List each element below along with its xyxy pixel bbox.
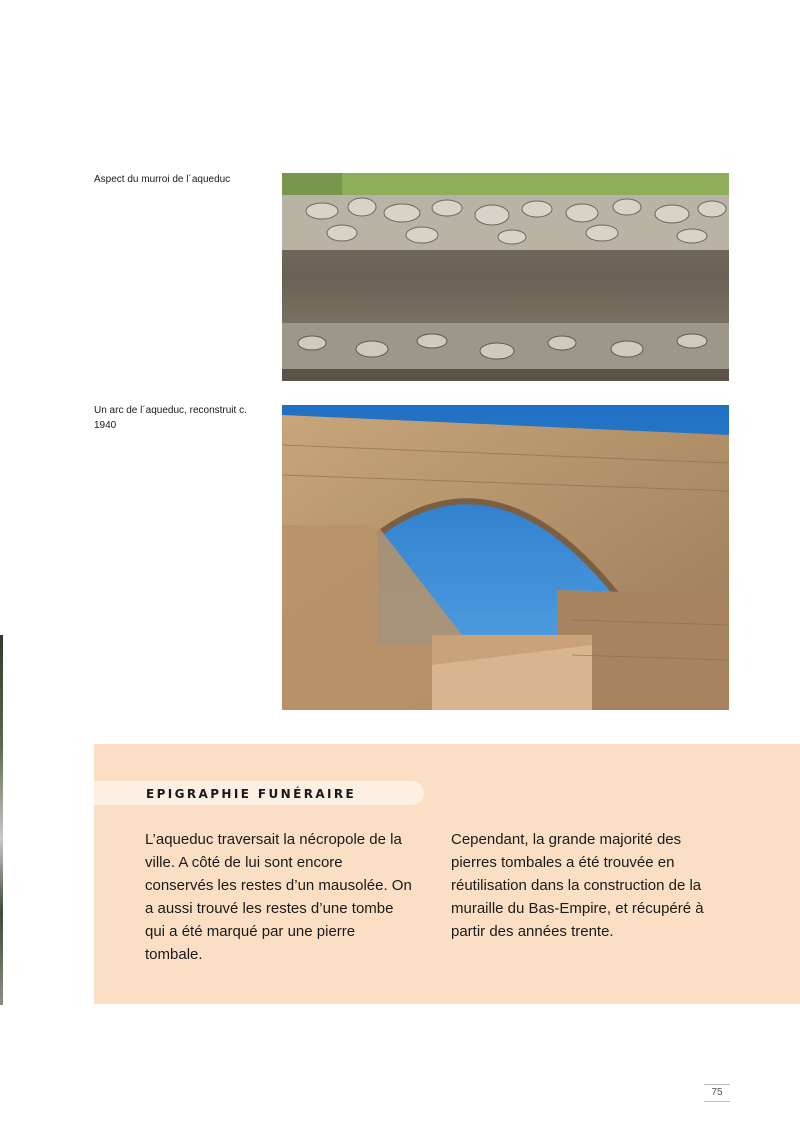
section-text-column-1: L’aqueduc traversait la nécropole de la ville. A côté de lui sont encore conservés les restes d’un mausolée. On a aussi trouvé les restes d’une tombe qui a été marqué par une pierre tombale. bbox=[145, 831, 412, 963]
section-text-column-2: Cependant, la grande majorité des pierres tombales a été trouvée en réutilisation dans la construction de la muraille du Bas-Empire, et récupéré à partir des années trente. bbox=[451, 831, 704, 940]
arch-photo-caption: Un arc de l´aqueduc, reconstruit c. 1940 bbox=[94, 405, 247, 431]
wall-photo-caption: Aspect du murroi de l´aqueduc bbox=[94, 174, 231, 185]
adjacent-page-edge bbox=[0, 635, 3, 1005]
aqueduct-arch-photo bbox=[282, 405, 729, 710]
aqueduct-wall-photo bbox=[282, 173, 729, 381]
page-number: 75 bbox=[704, 1084, 730, 1102]
section-heading: EPIGRAPHIE FUNÉRAIRE bbox=[146, 787, 357, 801]
